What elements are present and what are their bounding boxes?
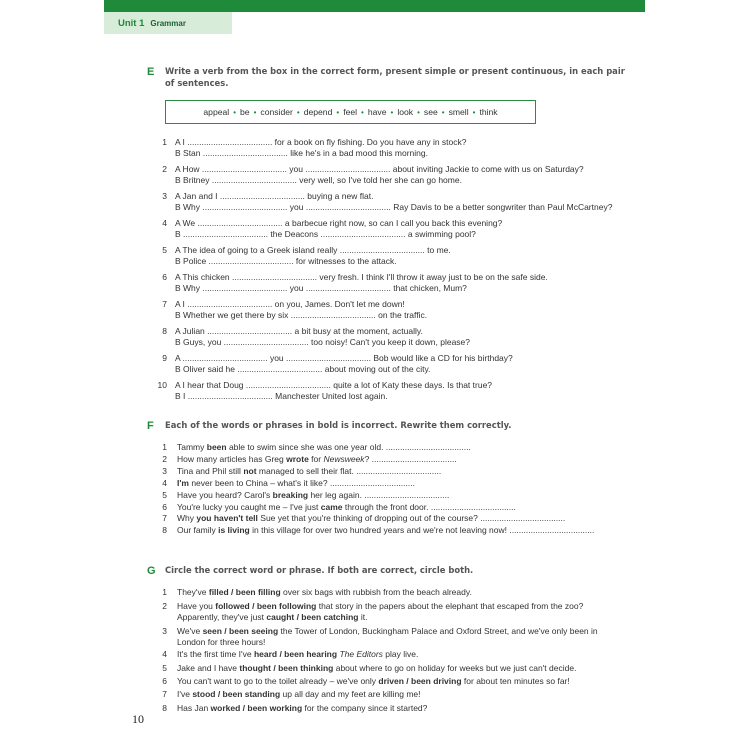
sentence-b: B .................................... the Deacons .................................... a swimming pool? bbox=[175, 228, 476, 239]
text-segment: How many articles has Greg bbox=[177, 453, 287, 464]
text-segment: play live. bbox=[382, 649, 419, 659]
choice-phrase: followed / been following bbox=[215, 601, 317, 611]
sentence-b: B Stan .................................... like he's in a bad mood this morning. bbox=[175, 147, 428, 158]
text-segment: the Tower of London, Buckingham Palace and Oxford Street, and we've only been in bbox=[278, 626, 598, 636]
text-segment: for the company since it started? bbox=[302, 703, 428, 713]
choice-phrase: heard / been hearing bbox=[253, 649, 338, 659]
item-number: 3 bbox=[162, 626, 167, 636]
text-segment: Have you bbox=[177, 601, 216, 611]
item-number: 8 bbox=[162, 525, 167, 536]
item-line bbox=[177, 703, 427, 714]
item-lines bbox=[175, 218, 502, 239]
word-box-word: appeal bbox=[203, 107, 230, 117]
item-number: 3 bbox=[162, 191, 167, 201]
bold-phrase: you haven't tell bbox=[196, 513, 258, 524]
word-box-word: be bbox=[240, 107, 250, 117]
item-number: 3 bbox=[162, 465, 167, 476]
text-segment: it. bbox=[358, 611, 368, 622]
bold-phrase: been bbox=[206, 442, 227, 452]
item-line bbox=[177, 626, 598, 637]
item-lines bbox=[177, 689, 421, 700]
item-text bbox=[177, 490, 449, 501]
header-bar bbox=[104, 0, 645, 12]
sentence-b: B Police .................................... for witnesses to the attack. bbox=[175, 255, 397, 266]
item-lines bbox=[175, 353, 513, 374]
sentence-b: B Britney .................................... very well, so I've told her she can go home. bbox=[175, 174, 462, 185]
sentence-a: A Jan and I .................................... buying a new flat. bbox=[175, 191, 374, 201]
text-segment: about where to go on holiday for weeks but we just can't decide. bbox=[333, 663, 577, 673]
choice-phrase: stood / been standing bbox=[192, 689, 281, 699]
text-segment: ? .................................... bbox=[364, 453, 457, 464]
item-number: 2 bbox=[162, 453, 167, 464]
unit-label: Unit 1 bbox=[118, 17, 145, 29]
item-number: 1 bbox=[162, 587, 167, 597]
text-segment: that story in the papers about the elephant that escaped from the zoo? bbox=[316, 601, 584, 611]
item-lines bbox=[177, 676, 570, 687]
item-lines bbox=[175, 245, 451, 266]
sentence-a: A I .................................... on you, James. Don't let me down! bbox=[175, 299, 405, 309]
item-lines bbox=[175, 380, 492, 401]
text-segment: Jake and I have bbox=[177, 663, 240, 673]
item-line bbox=[177, 649, 418, 660]
item-text bbox=[177, 513, 565, 524]
item-number: 4 bbox=[162, 218, 167, 228]
italic-title: Newsweek bbox=[323, 453, 365, 464]
bold-phrase: I'm bbox=[177, 477, 189, 488]
item-number: 6 bbox=[162, 272, 167, 282]
text-segment: You can't want to go to the toilet already – we've only bbox=[177, 676, 379, 686]
unit-tab bbox=[104, 12, 232, 34]
text-segment: Tina and Phil still bbox=[177, 465, 244, 476]
exercise-letter: E bbox=[147, 66, 155, 78]
bold-phrase: breaking bbox=[272, 489, 309, 500]
item-lines bbox=[175, 272, 548, 293]
text-segment: Tammy bbox=[177, 442, 207, 452]
choice-phrase: seen / been seeing bbox=[202, 626, 279, 636]
section-label: Grammar bbox=[150, 18, 186, 28]
item-line bbox=[177, 612, 583, 623]
item-number: 6 bbox=[162, 676, 167, 686]
item-text bbox=[177, 454, 457, 465]
word-box bbox=[165, 100, 536, 124]
separator-dot: • bbox=[253, 107, 257, 117]
item-number: 1 bbox=[162, 137, 167, 147]
sentence-b: B I .................................... Manchester United lost again. bbox=[175, 390, 388, 401]
item-number: 6 bbox=[162, 501, 167, 512]
choice-phrase: worked / been working bbox=[210, 703, 303, 713]
text-segment: Have you heard? Carol's bbox=[177, 489, 273, 500]
text-segment: Why bbox=[177, 513, 197, 524]
sentence-b: B Oliver said he .................................... about moving out of the city. bbox=[175, 363, 431, 374]
sentence-a: A The idea of going to a Greek island really .................................... to me. bbox=[175, 245, 451, 255]
item-lines bbox=[177, 626, 598, 647]
item-number: 1 bbox=[162, 442, 167, 452]
text-segment: for bbox=[308, 453, 324, 464]
bold-phrase: is living bbox=[218, 525, 250, 536]
separator-dot: • bbox=[390, 107, 394, 117]
item-lines bbox=[175, 299, 427, 320]
item-number: 2 bbox=[162, 601, 167, 611]
item-lines bbox=[175, 137, 467, 158]
item-lines bbox=[175, 326, 470, 347]
item-text bbox=[177, 502, 516, 513]
text-segment: her leg again. .................................... bbox=[308, 489, 450, 500]
item-line bbox=[177, 663, 576, 674]
item-number: 7 bbox=[162, 689, 167, 699]
sentence-a: A Julian .................................... a bit busy at the moment, actually. bbox=[175, 326, 423, 336]
choice-phrase: filled / been filling bbox=[208, 587, 281, 597]
item-text bbox=[177, 525, 594, 536]
word-box-word: depend bbox=[303, 107, 333, 117]
exercise-letter: F bbox=[147, 420, 154, 432]
item-line bbox=[177, 601, 583, 612]
item-lines bbox=[177, 649, 418, 660]
text-segment: You're lucky you caught me – I've just bbox=[177, 501, 321, 512]
item-number: 9 bbox=[162, 353, 167, 363]
item-number: 2 bbox=[162, 164, 167, 174]
sentence-a: A This chicken .................................... very fresh. I think I'll throw it away just to be on the safe side. bbox=[175, 272, 548, 282]
text-segment: managed to sell their flat. .................................... bbox=[256, 465, 442, 476]
item-text bbox=[177, 442, 471, 453]
bold-phrase: not bbox=[243, 465, 257, 476]
separator-dot: • bbox=[417, 107, 420, 117]
item-lines bbox=[177, 663, 576, 674]
bold-phrase: came bbox=[320, 501, 343, 512]
page-number: 10 bbox=[132, 712, 144, 726]
sentence-b: B Guys, you .................................... too noisy! Can't you keep it down, please? bbox=[175, 336, 471, 347]
item-lines bbox=[175, 191, 612, 212]
sentence-a: A I hear that Doug .................................... quite a lot of Katy these days. Is that true? bbox=[175, 380, 493, 390]
word-box-word: look bbox=[397, 107, 414, 117]
item-number: 7 bbox=[162, 513, 167, 524]
separator-dot: • bbox=[336, 107, 340, 117]
text-segment: able to swim since she was one year old. .................................... bbox=[226, 442, 471, 452]
text-segment: Apparently, they've just bbox=[177, 611, 267, 622]
sentence-a: A How .................................... you .................................... about inviting Jackie to come with us on Saturday? bbox=[175, 164, 584, 174]
word-box-word: smell bbox=[448, 107, 469, 117]
exercise-instruction: Each of the words or phrases in bold is incorrect. Rewrite them correctly. bbox=[165, 420, 512, 430]
exercise-instruction: Write a verb from the box in the correct form, present simple or present continuous, in each pair of sentences. bbox=[165, 66, 625, 88]
text-segment: Sue yet that you're thinking of dropping out of the course? .................................... bbox=[257, 513, 566, 524]
sentence-b: B Why .................................... you .................................... Ray Davis to be a better songwriter than Paul McCartney? bbox=[175, 201, 613, 212]
choice-phrase: caught / been catching bbox=[266, 611, 359, 622]
word-box-word: think bbox=[479, 107, 498, 117]
separator-dot: • bbox=[296, 107, 300, 117]
item-text bbox=[177, 466, 441, 477]
text-segment: Our family bbox=[177, 525, 219, 536]
bold-phrase: wrote bbox=[286, 453, 309, 464]
exercise-instruction: Circle the correct word or phrase. If both are correct, circle both. bbox=[165, 565, 474, 575]
text-segment: Has Jan bbox=[177, 703, 211, 713]
text-segment: through the front door. .................................... bbox=[342, 501, 516, 512]
separator-dot: • bbox=[472, 107, 476, 117]
text-segment: up all day and my feet are killing me! bbox=[280, 689, 421, 699]
item-lines bbox=[175, 164, 584, 185]
sentence-a: A .................................... you .................................... Bob would like a CD for his birthday? bbox=[175, 353, 513, 363]
text-segment: over six bags with rubbish from the beach already. bbox=[280, 587, 472, 597]
item-lines bbox=[177, 601, 583, 622]
item-number: 10 bbox=[157, 380, 167, 390]
item-line bbox=[177, 689, 421, 700]
item-line bbox=[177, 676, 570, 687]
text-segment: never been to China – what's it like? .................................... bbox=[188, 477, 415, 488]
item-text bbox=[177, 478, 415, 489]
text-segment: It's the first time I've bbox=[177, 649, 254, 659]
sentence-a: A We .................................... a barbecue right now, so can I call you back this evening? bbox=[175, 218, 503, 228]
item-number: 7 bbox=[162, 299, 167, 309]
sentence-b: B Whether we get there by six .................................... on the traffic. bbox=[175, 309, 428, 320]
item-number: 8 bbox=[162, 326, 167, 336]
exercise-letter: G bbox=[147, 565, 156, 577]
word-box-word: consider bbox=[260, 107, 293, 117]
text-segment: We've bbox=[177, 626, 203, 636]
item-lines bbox=[177, 587, 472, 598]
item-number: 8 bbox=[162, 703, 167, 713]
separator-dot: • bbox=[361, 107, 364, 117]
word-box-word: have bbox=[367, 107, 387, 117]
text-segment: London for three hours! bbox=[177, 636, 266, 647]
sentence-a: A I .................................... for a book on fly fishing. Do you have any in stock? bbox=[175, 137, 467, 147]
choice-phrase: driven / been driving bbox=[378, 676, 462, 686]
italic-title: The Editors bbox=[339, 649, 383, 659]
choice-phrase: thought / been thinking bbox=[239, 663, 334, 673]
text-segment: for about ten minutes so far! bbox=[461, 676, 570, 686]
item-number: 4 bbox=[162, 649, 167, 659]
word-box-word: feel bbox=[343, 107, 358, 117]
item-number: 5 bbox=[162, 489, 167, 500]
separator-dot: • bbox=[441, 107, 445, 117]
sentence-b: B Why .................................... you .................................... that chicken, Mum? bbox=[175, 282, 467, 293]
text-segment: They've bbox=[177, 587, 209, 597]
item-number: 4 bbox=[162, 477, 167, 488]
item-number: 5 bbox=[162, 663, 167, 673]
item-line bbox=[177, 587, 472, 598]
separator-dot: • bbox=[233, 107, 237, 117]
text-segment: in this village for over two hundred years and we're not leaving now! .................................... bbox=[249, 525, 595, 536]
item-lines bbox=[177, 703, 427, 714]
item-line bbox=[177, 637, 598, 648]
text-segment: I've bbox=[177, 689, 193, 699]
word-box-word: see bbox=[423, 107, 438, 117]
item-number: 5 bbox=[162, 245, 167, 255]
